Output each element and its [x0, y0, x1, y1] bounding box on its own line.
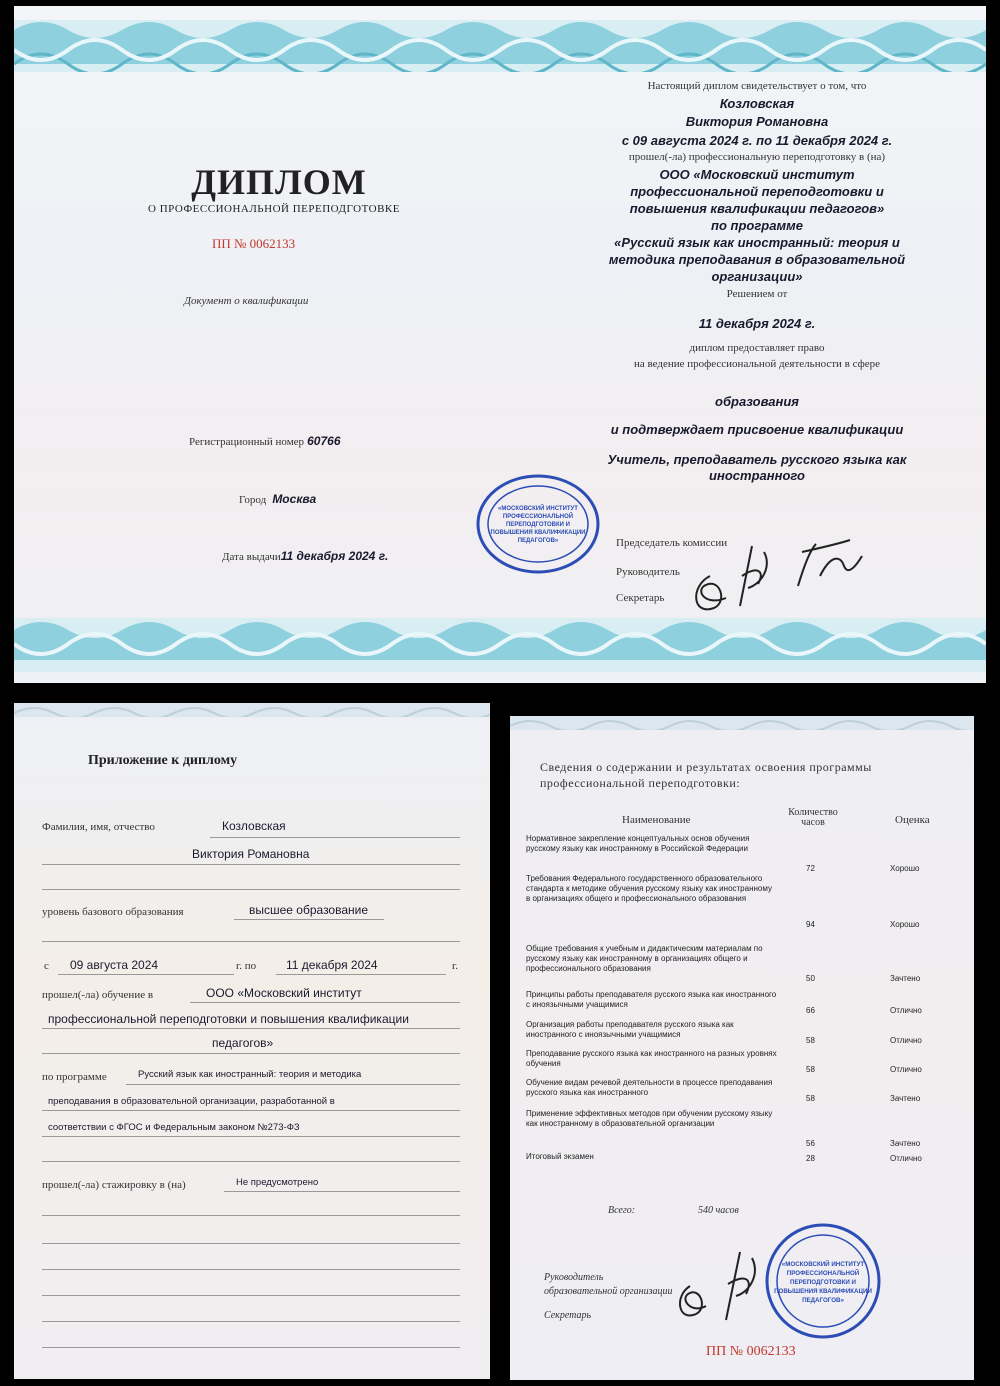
issue-date-value: 11 декабря 2024 г. [280, 549, 389, 563]
ornament-band-bottom [14, 618, 986, 672]
appendix-program-line-3: соответствии с ФГОС и Федеральным законом №273-ФЗ [48, 1122, 300, 1133]
result-row-name: Применение эффективных методов при обучении русскому языку как иностранному в образовательной организации [526, 1109, 773, 1128]
round-stamp-icon [474, 472, 602, 576]
document-qualification-label: Документ о квалификации [184, 295, 309, 307]
result-row-name: Итоговый экзамен [526, 1152, 594, 1161]
edu-label: уровень базового образования [42, 906, 184, 918]
svg-text:ПОВЫШЕНИЯ КВАЛИФИКАЦИИ: ПОВЫШЕНИЯ КВАЛИФИКАЦИИ [774, 1288, 872, 1295]
result-row-hours: 50 [806, 974, 815, 983]
result-row-grade: Отлично [890, 1154, 922, 1163]
svg-text:ПЕДАГОГОВ»: ПЕДАГОГОВ» [802, 1297, 844, 1304]
svg-text:ПЕРЕПОДГОТОВКИ И: ПЕРЕПОДГОТОВКИ И [790, 1279, 856, 1286]
appendix-title: Приложение к диплому [88, 753, 238, 768]
results-sheet [510, 716, 974, 1380]
org-line-3: повышения квалификации педагогов» [629, 201, 885, 216]
svg-text:«МОСКОВСКИЙ ИНСТИТУТ: «МОСКОВСКИЙ ИНСТИТУТ [498, 506, 578, 512]
decision-label: Решением от [726, 288, 788, 300]
result-row-grade: Зачтено [890, 1094, 921, 1103]
result-row-hours: 56 [806, 1139, 815, 1148]
from-label: с [44, 960, 49, 972]
appendix-org-line-1: ООО «Московский институт [206, 986, 362, 1000]
results-heading-2: профессиональной переподготовки: [540, 776, 741, 790]
program-line-2: методика преподавания в образовательной [608, 252, 906, 267]
result-row-hours: 66 [806, 1006, 815, 1015]
result-row-name: Обучение видам речевой деятельности в процессе преподавания русского языка как иностранного [526, 1078, 773, 1097]
secretary-label: Секретарь [616, 592, 665, 604]
program-line-3: организации» [711, 269, 803, 284]
col-hours-header: Количество часов [788, 807, 838, 828]
ornament-band-top [14, 20, 986, 82]
results-secretary-label: Секретарь [544, 1310, 592, 1321]
result-row-grade: Отлично [890, 1036, 922, 1045]
result-row-hours: 72 [806, 864, 815, 873]
study-period: с 09 августа 2024 г. по 11 декабря 2024 г. [621, 133, 893, 148]
svg-text:«МОСКОВСКИЙ ИНСТИТУТ: «МОСКОВСКИЙ ИНСТИТУТ [781, 1261, 865, 1268]
diploma-subtitle: О ПРОФЕССИОНАЛЬНОЙ ПЕРЕПОДГОТОВКЕ [148, 203, 400, 215]
results-stamp-icon [758, 1222, 888, 1340]
result-row-name: Организация работы преподавателя русского языка как иностранного с иноязычными учащимися [526, 1020, 734, 1039]
result-row-hours: 58 [806, 1036, 815, 1045]
results-heading-1: Сведения о содержании и результатах освоения программы [540, 760, 872, 774]
result-row-grade: Зачтено [890, 1139, 921, 1148]
qualification-line-2: иностранного [709, 468, 805, 483]
result-row-grade: Хорошо [890, 920, 920, 929]
right-text-2: на ведение профессиональной деятельности в сфере [633, 358, 881, 370]
appendix-name: Виктория Романовна [192, 847, 310, 861]
certifies-text: Настоящий диплом свидетельствует о том, что [647, 80, 867, 92]
results-ornament-top [510, 716, 974, 730]
col-grade-header: Оценка [895, 814, 930, 826]
result-row-name: Требования Федерального государственного образовательного стандарта к методике обучения русскому языку как иностранному в организациях общего и профессионального образования [526, 874, 772, 903]
diploma-sheet [14, 6, 986, 683]
internship-label: прошел(-ла) стажировку в (на) [42, 1179, 186, 1191]
issue-date-line [222, 549, 388, 563]
city-label: Город [239, 494, 267, 506]
appendix-org-line-3: педагогов» [212, 1036, 274, 1050]
study-label: прошел(-ла) обучение в [42, 989, 154, 1001]
head-label: Руководитель [616, 566, 680, 578]
result-row-hours: 28 [806, 1154, 815, 1163]
result-row-name: Нормативное закрепление концептуальных основ обучения русскому языку как иностранному в Российской Федерации [526, 834, 750, 853]
city-value: Москва [272, 492, 317, 506]
chair-label: Председатель комиссии [616, 537, 728, 549]
appendix-org-line-2: профессиональной переподготовки и повышения квалификации [48, 1012, 409, 1026]
program-label: по программе [711, 218, 803, 233]
to-date: 11 декабря 2024 [286, 958, 378, 972]
year-suffix: г. [452, 960, 459, 972]
registration-label: Регистрационный номер [189, 436, 305, 448]
svg-text:ПРОФЕССИОНАЛЬНОЙ: ПРОФЕССИОНАЛЬНОЙ [502, 514, 574, 520]
appendix-ornament-top [14, 703, 490, 717]
appendix-surname: Козловская [222, 819, 286, 833]
internship-value: Не предусмотрено [236, 1177, 319, 1188]
result-row-name: Общие требования к учебным и дидактическим материалам по русскому языку как иностранному в организациях общего и профессионального образования [526, 944, 763, 973]
result-row-name: Принципы работы преподавателя русского языка как иностранного с иноязычными учащимися [526, 990, 777, 1009]
appendix-program-line-2: преподавания в образовательной организации, разработанной в [48, 1096, 335, 1107]
result-row-grade: Отлично [890, 1065, 922, 1074]
registration-line [189, 434, 341, 448]
result-row-hours: 58 [806, 1094, 815, 1103]
diploma-title: ДИПЛОМ [191, 162, 367, 202]
edu-value: высшее образование [249, 903, 369, 917]
svg-text:ПЕРЕПОДГОТОВКИ И: ПЕРЕПОДГОТОВКИ И [506, 522, 570, 528]
issue-date-label: Дата выдачи [222, 551, 281, 563]
result-row-hours: 58 [806, 1065, 815, 1074]
registration-number: 60766 [307, 434, 341, 448]
svg-text:ПОВЫШЕНИЯ КВАЛИФИКАЦИИ: ПОВЫШЕНИЯ КВАЛИФИКАЦИИ [490, 530, 586, 536]
signatures-icon [680, 526, 880, 626]
right-text-1: диплом предоставляет право [689, 342, 825, 354]
confirm-text: и подтверждает присвоение квалификации [610, 422, 904, 437]
from-date: 09 августа 2024 [70, 958, 159, 972]
results-head-label: Руководитель [544, 1272, 604, 1283]
qualification-line-1: Учитель, преподаватель русского языка как [607, 452, 907, 467]
org-line-2: профессиональной переподготовки и [630, 184, 884, 199]
result-row-hours: 94 [806, 920, 815, 929]
sphere-value: образования [715, 394, 799, 409]
appendix-program-line-1: Русский язык как иностранный: теория и методика [138, 1069, 362, 1080]
result-row-grade: Отлично [890, 1006, 922, 1015]
to-label: г. по [236, 960, 257, 972]
results-serial: ПП № 0062133 [706, 1344, 796, 1359]
total-value: 540 часов [698, 1205, 739, 1216]
result-row-grade: Хорошо [890, 864, 920, 873]
graduate-name: Виктория Романовна [685, 114, 829, 129]
decision-date: 11 декабря 2024 г. [698, 316, 816, 331]
city-line [239, 492, 316, 506]
results-head-label-2: образовательной организации [544, 1286, 673, 1297]
program-line-1: «Русский язык как иностранный: теория и [614, 235, 900, 250]
svg-text:ПЕДАГОГОВ»: ПЕДАГОГОВ» [517, 538, 559, 544]
appendix-program-label: по программе [42, 1071, 107, 1083]
col-name-header: Наименование [622, 814, 691, 826]
svg-text:ПРОФЕССИОНАЛЬНОЙ: ПРОФЕССИОНАЛЬНОЙ [786, 1270, 860, 1277]
graduate-surname: Козловская [719, 96, 795, 111]
result-row-name: Преподавание русского языка как иностранного на разных уровнях обучения [526, 1049, 777, 1068]
fio-label: Фамилия, имя, отчество [42, 821, 155, 833]
passed-text: прошел(-ла) профессиональную переподготовку в (на) [628, 151, 886, 163]
diploma-serial: ПП № 0062133 [212, 236, 296, 251]
result-row-grade: Зачтено [890, 974, 921, 983]
appendix-sheet [14, 703, 490, 1379]
org-line-1: ООО «Московский институт [659, 167, 855, 182]
total-label: Всего: [608, 1205, 636, 1216]
